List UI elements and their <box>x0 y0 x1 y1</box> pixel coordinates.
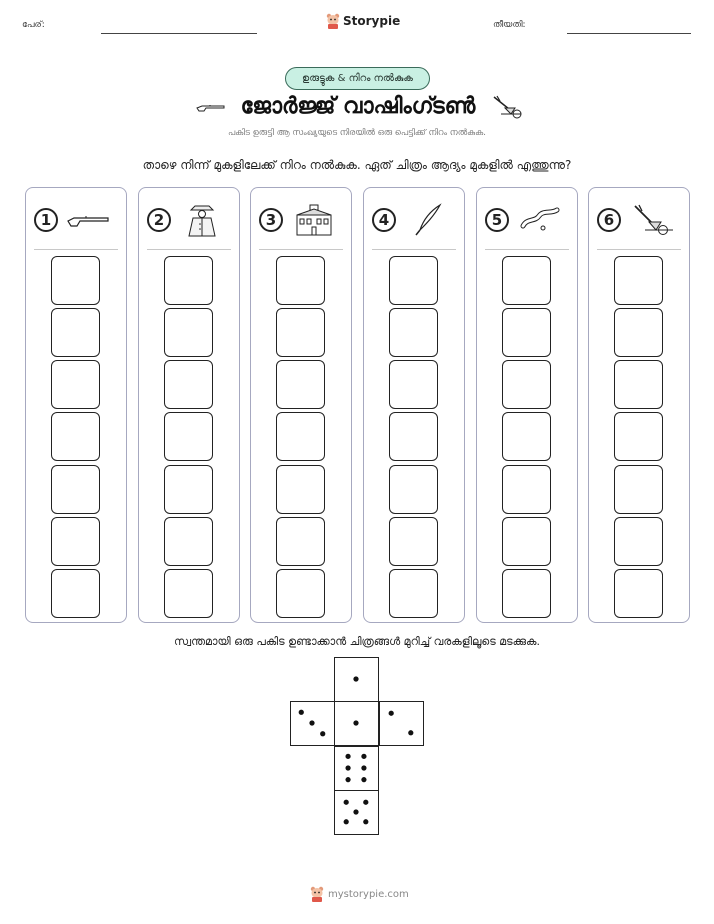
column-header <box>364 202 464 238</box>
color-box[interactable] <box>502 412 551 461</box>
color-box[interactable] <box>51 412 100 461</box>
colonial-coat-icon <box>179 202 225 238</box>
brand-logo <box>326 13 400 29</box>
column-divider <box>485 249 569 250</box>
die-face-3 <box>290 701 335 746</box>
question-text: താഴെ നിന്ന് മുകളിലേക്ക് നിറം നൽകുക. ഏത് ചിത്രം ആദ്യം മുകളിൽ എത്തുന്നു? <box>142 158 572 172</box>
column-divider <box>34 249 118 250</box>
color-box[interactable] <box>502 465 551 514</box>
footer <box>310 886 409 902</box>
column-4 <box>363 187 465 623</box>
column-divider <box>259 249 343 250</box>
die-pips <box>335 791 377 833</box>
plow-icon <box>629 202 675 238</box>
color-box[interactable] <box>276 256 325 305</box>
color-box[interactable] <box>614 412 663 461</box>
color-box[interactable] <box>389 517 438 566</box>
color-box[interactable] <box>164 569 213 618</box>
color-box[interactable] <box>389 569 438 618</box>
color-box[interactable] <box>51 360 100 409</box>
die-pip <box>363 819 368 824</box>
color-box[interactable] <box>614 465 663 514</box>
musket-icon <box>196 101 226 113</box>
brand-name: Storypie <box>343 14 401 28</box>
column-number: 2 <box>147 208 171 232</box>
die-pips <box>335 702 377 744</box>
column-number: 5 <box>485 208 509 232</box>
column-header <box>139 202 239 238</box>
die-pip <box>345 777 350 782</box>
column-header <box>477 202 577 238</box>
die-pip <box>389 711 394 716</box>
die-face-1 <box>334 657 379 702</box>
color-box[interactable] <box>276 412 325 461</box>
die-pip <box>299 710 304 715</box>
die-pip <box>309 720 314 725</box>
die-pip <box>361 777 366 782</box>
subtitle: പകിട ഉരുട്ടി ആ സംഖ്യയുടെ നിരയിൽ ഒരു പെട്ടിക്ക് നിറം നൽകുക. <box>228 128 486 138</box>
die-pips <box>291 702 333 744</box>
date-label: തീയതി: <box>493 20 526 30</box>
column-header <box>251 202 351 238</box>
color-box[interactable] <box>614 256 663 305</box>
color-box[interactable] <box>502 256 551 305</box>
column-number: 3 <box>259 208 283 232</box>
die-pip <box>361 765 366 770</box>
color-box[interactable] <box>164 517 213 566</box>
color-box[interactable] <box>502 360 551 409</box>
die-face-5 <box>334 790 379 835</box>
color-box[interactable] <box>164 256 213 305</box>
die-pip <box>353 809 358 814</box>
color-box[interactable] <box>389 465 438 514</box>
page-title: ജോർജ്ജ് വാഷിംഗ്ടൺ <box>240 94 476 119</box>
color-box[interactable] <box>389 360 438 409</box>
die-instruction: സ്വന്തമായി ഒരു പകിട ഉണ്ടാക്കാൻ ചിത്രങ്ങൾ മുറിച്ച് വരകളിലൂടെ മടക്കുക. <box>174 635 540 648</box>
die-pip <box>353 720 358 725</box>
column-divider <box>147 249 231 250</box>
die-pip <box>345 765 350 770</box>
column-2 <box>138 187 240 623</box>
column-1 <box>25 187 127 623</box>
die-face-2 <box>379 701 424 746</box>
activity-badge: ഉരുട്ടുക & നിറം നൽകുക <box>285 67 430 90</box>
name-label: പേര്: <box>22 20 45 30</box>
column-divider <box>597 249 681 250</box>
musket-icon <box>66 202 112 238</box>
color-box[interactable] <box>389 308 438 357</box>
die-pip <box>353 676 358 681</box>
color-box[interactable] <box>614 360 663 409</box>
color-box[interactable] <box>276 465 325 514</box>
color-box[interactable] <box>51 569 100 618</box>
color-box[interactable] <box>614 308 663 357</box>
color-box[interactable] <box>51 465 100 514</box>
mansion-icon <box>291 202 337 238</box>
die-pip <box>345 754 350 759</box>
color-box[interactable] <box>51 517 100 566</box>
footer-url[interactable]: mystorypie.com <box>328 888 409 900</box>
color-box[interactable] <box>502 308 551 357</box>
column-5 <box>476 187 578 623</box>
color-box[interactable] <box>276 517 325 566</box>
color-box[interactable] <box>276 360 325 409</box>
date-line <box>567 33 691 34</box>
column-header <box>589 202 689 238</box>
column-number: 4 <box>372 208 396 232</box>
color-box[interactable] <box>276 308 325 357</box>
color-box[interactable] <box>164 360 213 409</box>
die-pip <box>320 731 325 736</box>
quill-pen-icon <box>404 202 450 238</box>
name-line <box>101 33 257 34</box>
die-pip <box>363 800 368 805</box>
die-pip <box>344 819 349 824</box>
color-box[interactable] <box>164 308 213 357</box>
die-pips <box>335 747 377 789</box>
color-box[interactable] <box>614 569 663 618</box>
color-box[interactable] <box>51 308 100 357</box>
scroll-icon <box>517 202 563 238</box>
bear-footer-icon <box>310 886 324 902</box>
column-3 <box>250 187 352 623</box>
plow-icon <box>491 94 523 120</box>
die-pip <box>344 800 349 805</box>
bear-logo-icon <box>326 13 340 29</box>
color-box[interactable] <box>389 256 438 305</box>
column-header <box>26 202 126 238</box>
die-pip <box>361 754 366 759</box>
die-pips <box>380 702 422 744</box>
column-number: 1 <box>34 208 58 232</box>
color-box[interactable] <box>51 256 100 305</box>
die-pips <box>335 658 377 700</box>
die-face-6 <box>334 746 379 791</box>
color-box[interactable] <box>164 465 213 514</box>
die-pip <box>408 730 413 735</box>
column-number: 6 <box>597 208 621 232</box>
color-box[interactable] <box>502 517 551 566</box>
color-box[interactable] <box>389 412 438 461</box>
die-face-1 <box>334 701 379 746</box>
color-box[interactable] <box>276 569 325 618</box>
column-6 <box>588 187 690 623</box>
color-box[interactable] <box>614 517 663 566</box>
column-divider <box>372 249 456 250</box>
color-box[interactable] <box>164 412 213 461</box>
color-box[interactable] <box>502 569 551 618</box>
